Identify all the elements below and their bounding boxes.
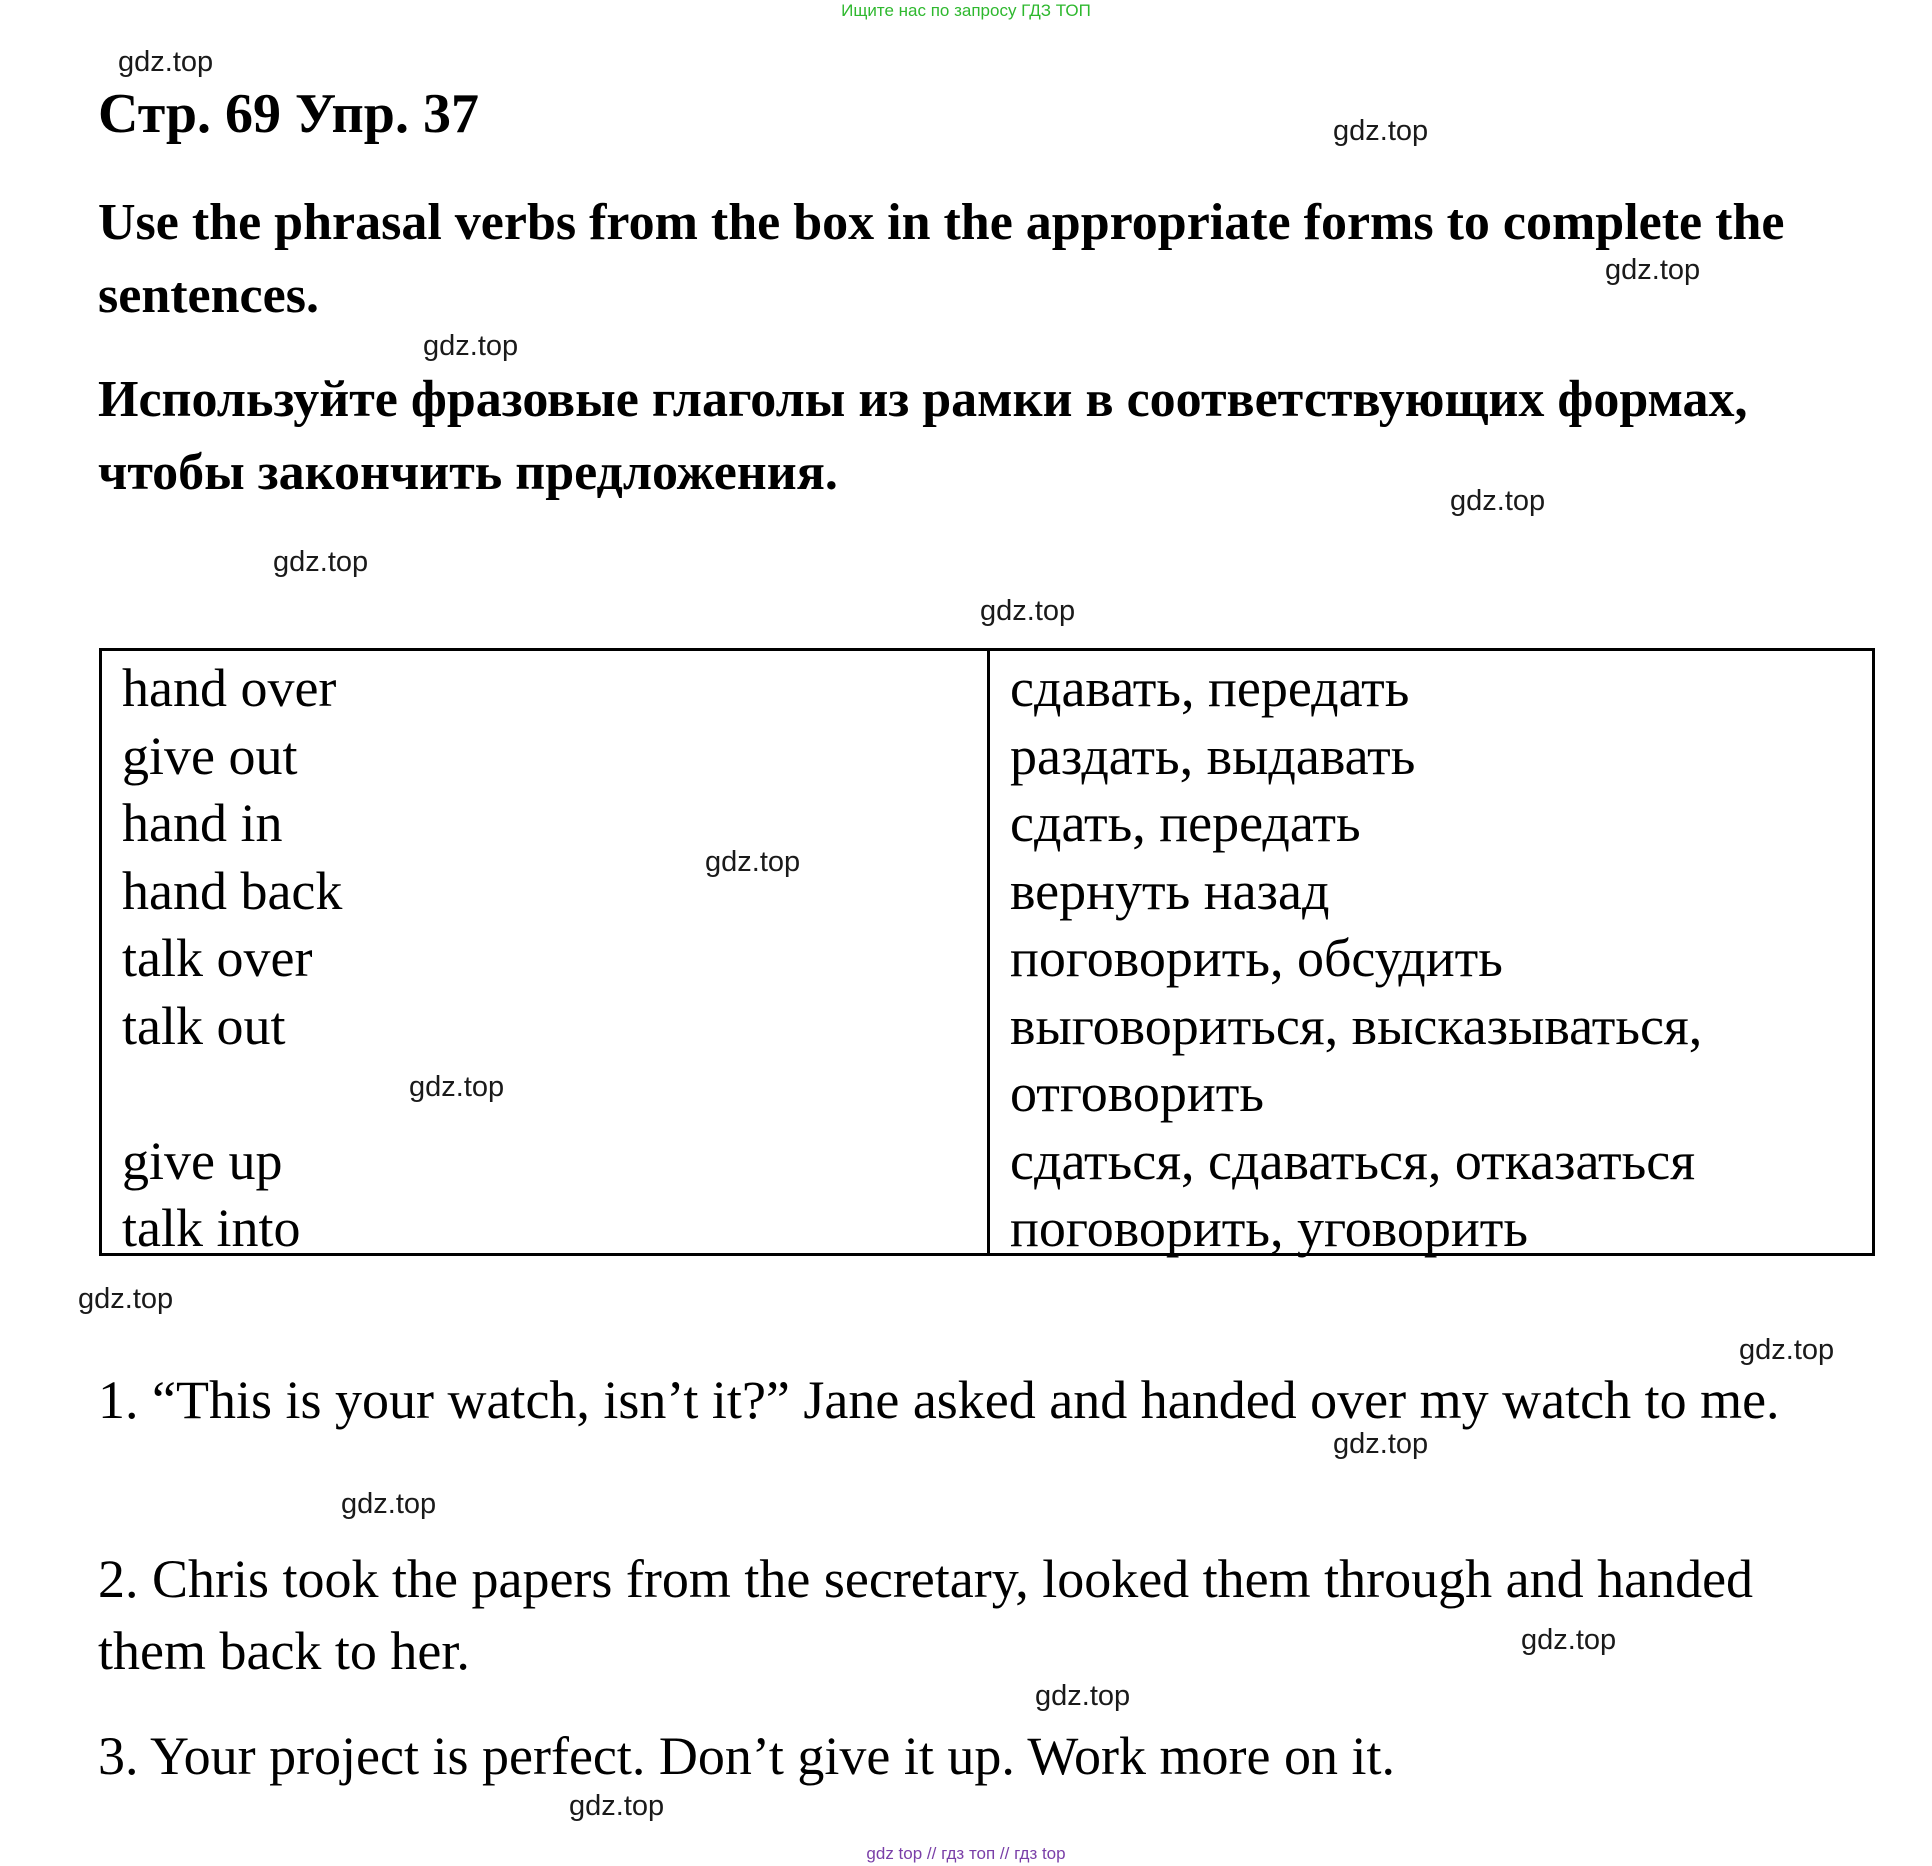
verbs-column (102, 651, 990, 1258)
watermark: gdz.top (409, 1071, 505, 1103)
verb-item: talk into (122, 1198, 301, 1258)
page-title: Стр. 69 Упр. 37 (98, 83, 479, 145)
watermark: gdz.top (341, 1488, 437, 1520)
translation-item: сдавать, передать (1010, 658, 1410, 718)
translation-item: раздать, выдавать (1010, 725, 1416, 786)
answer-sentence-3: 3. Your project is perfect. Don’t give it up. Work more on it. (98, 1726, 1395, 1786)
translation-item: поговорить, обсудить (1010, 928, 1503, 988)
watermark: gdz.top (1333, 1428, 1429, 1460)
translations-column (990, 651, 1872, 1258)
watermark: gdz.top (1521, 1624, 1617, 1656)
translation-item: сдать, передать (1010, 793, 1361, 853)
task-russian: Используйте фразовые глаголы из рамки в соответствующих формах, чтобы закончить предложения. (98, 371, 1748, 501)
watermark: gdz.top (1450, 485, 1546, 517)
translation-item: выговориться, высказываться, отговорить (1010, 995, 1703, 1123)
verb-item: hand back (122, 860, 343, 921)
vocabulary-box (99, 648, 1875, 1256)
translation-item: сдаться, сдаваться, отказаться (1010, 1130, 1696, 1191)
watermark: gdz.top (118, 46, 214, 78)
watermark: gdz.top (569, 1790, 665, 1822)
verb-item: talk over (122, 928, 313, 988)
translation-item: вернуть назад (1010, 860, 1330, 921)
watermark: gdz.top (1333, 115, 1429, 147)
top-banner: Ищите нас по запросу ГДЗ ТОП (841, 1, 1091, 20)
answer-sentence-1: 1. “This is your watch, isn’t it?” Jane asked and handed over my watch to me. (98, 1370, 1780, 1430)
answer-sentence-2: 2. Chris took the papers from the secretary, looked them through and handed them back to her. (98, 1549, 1754, 1681)
verb-item: give out (122, 725, 298, 786)
task-english: Use the phrasal verbs from the box in the appropriate forms to complete the sentences. (98, 194, 1785, 324)
watermark: gdz.top (705, 846, 801, 878)
watermark: gdz.top (1605, 254, 1701, 286)
verb-item: give up (122, 1130, 283, 1191)
watermark: gdz.top (1739, 1334, 1835, 1366)
watermark: gdz.top (78, 1283, 174, 1315)
watermark: gdz.top (980, 595, 1076, 627)
watermark: gdz.top (423, 330, 519, 362)
bottom-banner: gdz top // гдз топ // гдз top (866, 1844, 1066, 1863)
verb-item: hand in (122, 793, 283, 853)
translation-item: поговорить, уговорить (1010, 1198, 1529, 1258)
verb-item: hand over (122, 658, 337, 718)
verb-item: talk out (122, 995, 286, 1056)
watermark: gdz.top (273, 546, 369, 578)
watermark: gdz.top (1035, 1680, 1131, 1712)
